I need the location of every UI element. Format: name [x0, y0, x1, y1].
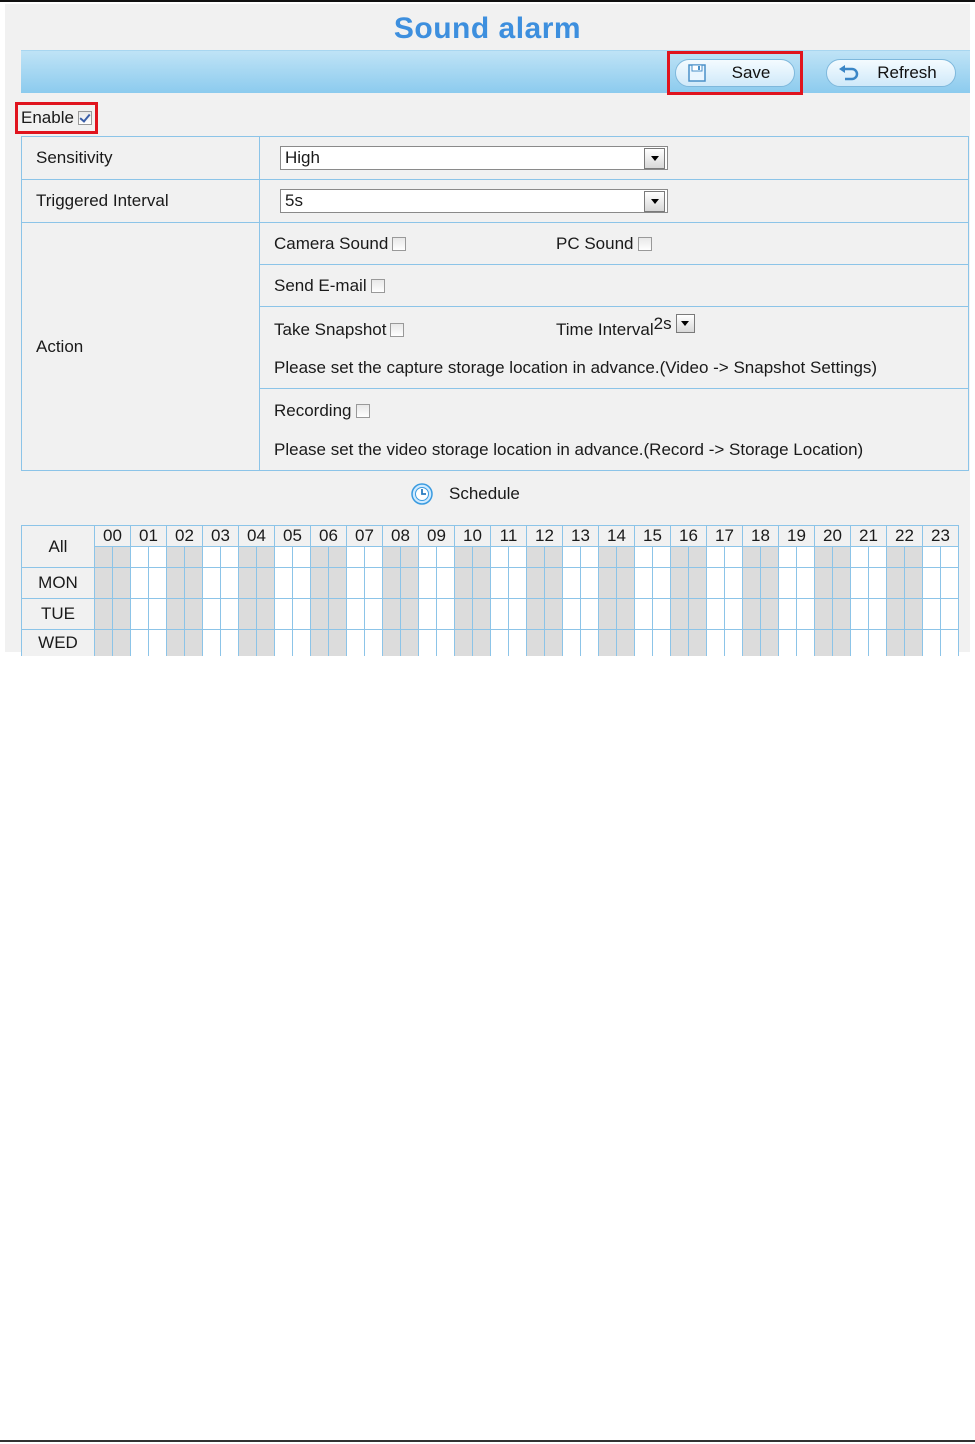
schedule-slot[interactable] — [563, 568, 581, 599]
schedule-slot[interactable] — [257, 547, 275, 568]
schedule-slot[interactable] — [347, 547, 365, 568]
schedule-header — [411, 483, 520, 505]
schedule-slot[interactable] — [851, 630, 869, 657]
schedule-slot[interactable] — [185, 547, 203, 568]
schedule-slot[interactable] — [905, 630, 923, 657]
save-button-label: Save — [731, 63, 771, 82]
schedule-slot[interactable] — [653, 630, 671, 657]
schedule-slot[interactable] — [113, 568, 131, 599]
schedule-slot[interactable] — [707, 599, 725, 630]
schedule-slot[interactable] — [293, 568, 311, 599]
schedule-slot[interactable] — [149, 599, 167, 630]
schedule-hour-09[interactable]: 09 — [419, 526, 455, 547]
schedule-slot[interactable] — [311, 547, 329, 568]
schedule-slot[interactable] — [491, 599, 509, 630]
schedule-slot[interactable] — [761, 568, 779, 599]
pc-sound-option — [556, 234, 652, 254]
action-label: Action — [22, 223, 260, 471]
schedule-slot[interactable] — [509, 547, 527, 568]
schedule-slot[interactable] — [95, 568, 113, 599]
refresh-arrow-icon — [837, 64, 859, 82]
schedule-slot[interactable] — [167, 599, 185, 630]
schedule-slot[interactable] — [869, 630, 887, 657]
schedule-slot[interactable] — [581, 599, 599, 630]
schedule-slot[interactable] — [851, 568, 869, 599]
bottom-rule — [0, 1440, 975, 1442]
schedule-slot[interactable] — [923, 547, 941, 568]
schedule-slot[interactable] — [455, 630, 473, 657]
schedule-slot[interactable] — [329, 599, 347, 630]
schedule-slot[interactable] — [743, 568, 761, 599]
refresh-button-label: Refresh — [877, 63, 937, 82]
schedule-slot[interactable] — [545, 547, 563, 568]
schedule-slot[interactable] — [491, 568, 509, 599]
triggered-interval-label: Triggered Interval — [22, 180, 260, 223]
schedule-slot[interactable] — [311, 599, 329, 630]
schedule-slot[interactable] — [113, 599, 131, 630]
schedule-slot[interactable] — [635, 568, 653, 599]
schedule-slot[interactable] — [689, 547, 707, 568]
schedule-hour-03[interactable]: 03 — [203, 526, 239, 547]
schedule-label: Schedule — [449, 484, 520, 503]
sound-alarm-panel — [5, 4, 970, 652]
page-title: Sound alarm — [393, 12, 582, 45]
take-snapshot-checkbox[interactable] — [390, 323, 404, 337]
schedule-slot[interactable] — [833, 599, 851, 630]
schedule-slot[interactable] — [257, 568, 275, 599]
time-interval-label: Time Interval — [556, 319, 654, 339]
schedule-slot[interactable] — [275, 599, 293, 630]
schedule-slot[interactable] — [923, 599, 941, 630]
schedule-slot[interactable] — [761, 547, 779, 568]
schedule-slot[interactable] — [941, 599, 959, 630]
schedule-slot[interactable] — [185, 630, 203, 657]
recording-checkbox[interactable] — [356, 404, 370, 418]
schedule-slot[interactable] — [131, 547, 149, 568]
schedule-slot[interactable] — [617, 630, 635, 657]
schedule-slot[interactable] — [563, 630, 581, 657]
enable-label: Enable — [21, 108, 74, 127]
schedule-all-toggle[interactable]: All — [22, 526, 95, 568]
schedule-slot[interactable] — [653, 599, 671, 630]
schedule-slot[interactable] — [779, 547, 797, 568]
recording-note: Please set the video storage location in advance.(Record -> Storage Location) — [274, 439, 864, 459]
schedule-slot[interactable] — [743, 599, 761, 630]
schedule-slot[interactable] — [563, 599, 581, 630]
schedule-slot[interactable] — [815, 630, 833, 657]
chevron-down-icon — [644, 148, 665, 169]
schedule-slot[interactable] — [887, 630, 905, 657]
schedule-slot[interactable] — [545, 568, 563, 599]
schedule-slot[interactable] — [473, 547, 491, 568]
schedule-day-tue[interactable]: TUE — [22, 599, 95, 630]
schedule-slot[interactable] — [689, 599, 707, 630]
schedule-slot[interactable] — [527, 547, 545, 568]
schedule-slot[interactable] — [455, 568, 473, 599]
schedule-slot[interactable] — [761, 630, 779, 657]
schedule-slot[interactable] — [167, 547, 185, 568]
schedule-hour-10[interactable]: 10 — [455, 526, 491, 547]
schedule-hour-01[interactable]: 01 — [131, 526, 167, 547]
schedule-slot[interactable] — [527, 568, 545, 599]
schedule-hour-15[interactable]: 15 — [635, 526, 671, 547]
schedule-slot[interactable] — [167, 630, 185, 657]
schedule-slot[interactable] — [203, 599, 221, 630]
schedule-slot[interactable] — [509, 568, 527, 599]
schedule-hour-16[interactable]: 16 — [671, 526, 707, 547]
schedule-slot[interactable] — [383, 568, 401, 599]
schedule-slot[interactable] — [851, 599, 869, 630]
schedule-slot[interactable] — [725, 547, 743, 568]
schedule-slot[interactable] — [149, 630, 167, 657]
schedule-day-mon[interactable]: MON — [22, 568, 95, 599]
schedule-slot[interactable] — [329, 630, 347, 657]
schedule-slot[interactable] — [779, 568, 797, 599]
schedule-slot[interactable] — [851, 547, 869, 568]
schedule-hour-17[interactable]: 17 — [707, 526, 743, 547]
schedule-slot[interactable] — [221, 568, 239, 599]
schedule-hour-20[interactable]: 20 — [815, 526, 851, 547]
schedule-slot[interactable] — [473, 599, 491, 630]
schedule-slot[interactable] — [581, 547, 599, 568]
schedule-slot[interactable] — [365, 568, 383, 599]
recording-label: Recording — [274, 400, 352, 420]
schedule-slot[interactable] — [491, 630, 509, 657]
clock-icon — [411, 483, 433, 505]
highlight-box — [667, 51, 803, 95]
schedule-slot[interactable] — [293, 599, 311, 630]
schedule-slot[interactable] — [257, 599, 275, 630]
schedule-slot[interactable] — [347, 630, 365, 657]
schedule-slot[interactable] — [833, 630, 851, 657]
schedule-slot[interactable] — [671, 547, 689, 568]
schedule-slot[interactable] — [203, 547, 221, 568]
schedule-slot[interactable] — [185, 599, 203, 630]
schedule-slot[interactable] — [113, 630, 131, 657]
schedule-hour-04[interactable]: 04 — [239, 526, 275, 547]
schedule-slot[interactable] — [275, 630, 293, 657]
schedule-slot[interactable] — [131, 630, 149, 657]
schedule-slot[interactable] — [365, 630, 383, 657]
pc-sound-checkbox[interactable] — [638, 237, 652, 251]
schedule-slot[interactable] — [95, 599, 113, 630]
triggered-interval-select[interactable] — [280, 189, 668, 213]
schedule-slot[interactable] — [203, 568, 221, 599]
schedule-slot[interactable] — [689, 568, 707, 599]
schedule-slot[interactable] — [329, 568, 347, 599]
schedule-slot[interactable] — [671, 568, 689, 599]
schedule-hour-18[interactable]: 18 — [743, 526, 779, 547]
schedule-slot[interactable] — [437, 599, 455, 630]
schedule-hour-21[interactable]: 21 — [851, 526, 887, 547]
schedule-slot[interactable] — [599, 547, 617, 568]
schedule-slot[interactable] — [185, 568, 203, 599]
schedule-slot[interactable] — [887, 568, 905, 599]
schedule-slot[interactable] — [257, 630, 275, 657]
schedule-slot[interactable] — [239, 599, 257, 630]
schedule-slot[interactable] — [419, 547, 437, 568]
schedule-slot[interactable] — [725, 599, 743, 630]
schedule-hour-07[interactable]: 07 — [347, 526, 383, 547]
schedule-slot[interactable] — [221, 547, 239, 568]
send-email-label: Send E-mail — [274, 275, 367, 295]
schedule-slot[interactable] — [617, 568, 635, 599]
schedule-slot[interactable] — [905, 599, 923, 630]
schedule-slot[interactable] — [419, 599, 437, 630]
schedule-hour-23[interactable]: 23 — [923, 526, 959, 547]
schedule-slot[interactable] — [905, 568, 923, 599]
schedule-slot[interactable] — [671, 599, 689, 630]
schedule-slot[interactable] — [149, 568, 167, 599]
schedule-slot[interactable] — [131, 599, 149, 630]
schedule-slot[interactable] — [635, 599, 653, 630]
schedule-slot[interactable] — [815, 599, 833, 630]
schedule-slot[interactable] — [347, 568, 365, 599]
schedule-slot[interactable] — [383, 599, 401, 630]
schedule-slot[interactable] — [941, 547, 959, 568]
schedule-slot[interactable] — [797, 599, 815, 630]
schedule-slot[interactable] — [203, 630, 221, 657]
schedule-hour-22[interactable]: 22 — [887, 526, 923, 547]
schedule-slot[interactable] — [869, 599, 887, 630]
schedule-slot[interactable] — [95, 547, 113, 568]
schedule-hour-08[interactable]: 08 — [383, 526, 419, 547]
schedule-slot[interactable] — [707, 630, 725, 657]
schedule-hour-14[interactable]: 14 — [599, 526, 635, 547]
schedule-slot[interactable] — [419, 630, 437, 657]
schedule-slot[interactable] — [743, 630, 761, 657]
camera-sound-option — [274, 234, 556, 254]
schedule-slot[interactable] — [743, 547, 761, 568]
schedule-slot[interactable] — [275, 547, 293, 568]
schedule-slot[interactable] — [671, 630, 689, 657]
camera-sound-checkbox[interactable] — [392, 237, 406, 251]
schedule-slot[interactable] — [401, 547, 419, 568]
schedule-day-wed[interactable]: WED — [22, 630, 95, 657]
schedule-slot[interactable] — [725, 568, 743, 599]
take-snapshot-label: Take Snapshot — [274, 319, 387, 339]
schedule-slot[interactable] — [545, 630, 563, 657]
schedule-slot[interactable] — [239, 547, 257, 568]
schedule-slot[interactable] — [599, 630, 617, 657]
schedule-slot[interactable] — [797, 547, 815, 568]
schedule-slot[interactable] — [383, 547, 401, 568]
schedule-slot[interactable] — [599, 568, 617, 599]
schedule-slot[interactable] — [311, 630, 329, 657]
triggered-interval-value: 5s — [285, 191, 303, 210]
schedule-slot[interactable] — [509, 630, 527, 657]
schedule-slot[interactable] — [95, 630, 113, 657]
schedule-slot[interactable] — [887, 599, 905, 630]
schedule-slot[interactable] — [527, 599, 545, 630]
schedule-slot[interactable] — [689, 630, 707, 657]
schedule-slot[interactable] — [527, 630, 545, 657]
schedule-slot[interactable] — [329, 547, 347, 568]
schedule-hour-06[interactable]: 06 — [311, 526, 347, 547]
schedule-slot[interactable] — [941, 630, 959, 657]
schedule-slot[interactable] — [617, 547, 635, 568]
schedule-hour-02[interactable]: 02 — [167, 526, 203, 547]
schedule-hour-11[interactable]: 11 — [491, 526, 527, 547]
schedule-slot[interactable] — [419, 568, 437, 599]
snapshot-note: Please set the capture storage location in advance.(Video -> Snapshot Settings) — [274, 357, 878, 377]
send-email-checkbox[interactable] — [371, 279, 385, 293]
highlight-box — [15, 102, 98, 134]
time-interval-select[interactable] — [654, 313, 697, 335]
schedule-slot[interactable] — [617, 599, 635, 630]
schedule-slot[interactable] — [509, 599, 527, 630]
schedule-slot[interactable] — [293, 630, 311, 657]
schedule-slot[interactable] — [581, 568, 599, 599]
schedule-slot[interactable] — [545, 599, 563, 630]
schedule-slot[interactable] — [725, 630, 743, 657]
top-rule — [0, 0, 975, 2]
schedule-slot[interactable] — [797, 630, 815, 657]
schedule-slot[interactable] — [599, 599, 617, 630]
schedule-slot[interactable] — [383, 630, 401, 657]
schedule-slot[interactable] — [437, 568, 455, 599]
schedule-slot[interactable] — [311, 568, 329, 599]
schedule-hour-19[interactable]: 19 — [779, 526, 815, 547]
schedule-hour-12[interactable]: 12 — [527, 526, 563, 547]
schedule-slot[interactable] — [833, 547, 851, 568]
schedule-slot[interactable] — [581, 630, 599, 657]
schedule-slot[interactable] — [707, 568, 725, 599]
schedule-hour-13[interactable]: 13 — [563, 526, 599, 547]
alarm-settings-table — [21, 136, 969, 471]
time-interval-value: 2s — [653, 313, 672, 333]
schedule-slot[interactable] — [563, 547, 581, 568]
schedule-slot[interactable] — [401, 599, 419, 630]
schedule-slot[interactable] — [473, 630, 491, 657]
schedule-slot[interactable] — [455, 547, 473, 568]
schedule-slot[interactable] — [239, 568, 257, 599]
schedule-slot[interactable] — [473, 568, 491, 599]
schedule-slot[interactable] — [455, 599, 473, 630]
schedule-slot[interactable] — [131, 568, 149, 599]
sensitivity-value: High — [285, 148, 320, 167]
schedule-slot[interactable] — [401, 568, 419, 599]
schedule-slot[interactable] — [293, 547, 311, 568]
schedule-slot[interactable] — [815, 568, 833, 599]
schedule-slot[interactable] — [437, 630, 455, 657]
schedule-slot[interactable] — [365, 599, 383, 630]
chevron-down-icon — [676, 314, 695, 333]
schedule-slot[interactable] — [779, 599, 797, 630]
schedule-slot[interactable] — [797, 568, 815, 599]
schedule-slot[interactable] — [815, 547, 833, 568]
schedule-slot[interactable] — [905, 547, 923, 568]
sensitivity-label: Sensitivity — [22, 137, 260, 180]
pc-sound-label: PC Sound — [556, 233, 634, 253]
schedule-slot[interactable] — [941, 568, 959, 599]
schedule-slot[interactable] — [635, 547, 653, 568]
schedule-slot[interactable] — [149, 547, 167, 568]
schedule-slot[interactable] — [761, 599, 779, 630]
schedule-slot[interactable] — [275, 568, 293, 599]
schedule-grid — [21, 525, 959, 656]
refresh-button[interactable] — [826, 59, 956, 87]
schedule-slot[interactable] — [347, 599, 365, 630]
schedule-slot[interactable] — [401, 630, 419, 657]
schedule-slot[interactable] — [833, 568, 851, 599]
schedule-slot[interactable] — [869, 547, 887, 568]
schedule-slot[interactable] — [887, 547, 905, 568]
schedule-slot[interactable] — [779, 630, 797, 657]
schedule-slot[interactable] — [707, 547, 725, 568]
chevron-down-icon — [644, 191, 665, 212]
schedule-hour-00[interactable]: 00 — [95, 526, 131, 547]
schedule-slot[interactable] — [923, 568, 941, 599]
schedule-slot[interactable] — [365, 547, 383, 568]
camera-sound-label: Camera Sound — [274, 233, 389, 253]
schedule-hour-05[interactable]: 05 — [275, 526, 311, 547]
schedule-slot[interactable] — [653, 547, 671, 568]
schedule-slot[interactable] — [239, 630, 257, 657]
schedule-slot[interactable] — [437, 547, 455, 568]
schedule-slot[interactable] — [869, 568, 887, 599]
sensitivity-select[interactable] — [280, 146, 668, 170]
schedule-slot[interactable] — [221, 630, 239, 657]
schedule-slot[interactable] — [221, 599, 239, 630]
toolbar — [21, 50, 970, 93]
schedule-slot[interactable] — [491, 547, 509, 568]
schedule-slot[interactable] — [923, 630, 941, 657]
schedule-slot[interactable] — [653, 568, 671, 599]
schedule-slot[interactable] — [167, 568, 185, 599]
schedule-slot[interactable] — [113, 547, 131, 568]
schedule-slot[interactable] — [635, 630, 653, 657]
